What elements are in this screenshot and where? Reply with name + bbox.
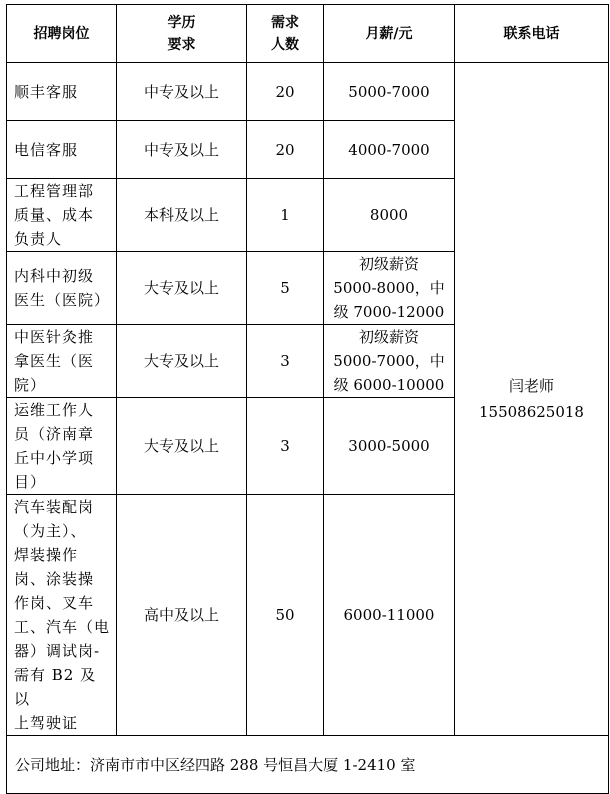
position-line: 拿医生（医 xyxy=(14,352,95,370)
position-line: 丘中小学项 xyxy=(14,449,95,467)
education-cell: 高中及以上 xyxy=(117,495,247,736)
header-count-line: 人数 xyxy=(271,36,299,53)
count-cell: 50 xyxy=(247,495,324,736)
recruitment-table xyxy=(6,4,609,794)
position-line: 质量、成本 xyxy=(14,206,95,224)
count-cell: 3 xyxy=(247,325,324,398)
header-education-line: 要求 xyxy=(167,36,196,53)
count-cell: 3 xyxy=(247,398,324,495)
header-education xyxy=(117,5,247,63)
count-cell: 1 xyxy=(247,179,324,252)
position-line: 上驾驶证 xyxy=(14,714,79,732)
position-cell xyxy=(7,121,117,179)
position-cell xyxy=(7,325,117,398)
company-address: 公司地址：济南市市中区经四路 288 号恒昌大厦 1-2410 室 xyxy=(7,736,609,794)
position-line: 工程管理部 xyxy=(14,182,95,200)
header-salary: 月薪/元 xyxy=(324,5,455,63)
education-cell: 本科及以上 xyxy=(117,179,247,252)
salary-line: 6000-11000 xyxy=(343,606,435,624)
table-row xyxy=(7,63,609,121)
position-cell xyxy=(7,495,117,736)
salary-line: 3000-5000 xyxy=(348,437,430,455)
position-line: 医生（医院） xyxy=(14,291,111,309)
count-cell: 20 xyxy=(247,63,324,121)
salary-line: 初级薪资 xyxy=(358,328,419,346)
position-cell xyxy=(7,63,117,121)
header-education-line: 学历 xyxy=(167,14,196,31)
education-cell: 大专及以上 xyxy=(117,398,247,495)
salary-line: 级 7000-12000 xyxy=(333,303,445,321)
position-cell xyxy=(7,252,117,325)
position-line: 员（济南章 xyxy=(14,425,95,443)
education-cell: 大专及以上 xyxy=(117,252,247,325)
salary-line: 4000-7000 xyxy=(348,140,430,159)
position-line: 汽车装配岗 xyxy=(14,498,95,516)
count-cell: 20 xyxy=(247,121,324,179)
salary-line: 8000 xyxy=(369,206,409,224)
position-line: 负责人 xyxy=(14,230,63,248)
header-contact: 联系电话 xyxy=(455,5,609,63)
salary-line: 5000-8000，中 xyxy=(333,279,445,297)
header-count-line: 需求 xyxy=(271,14,299,31)
education-cell: 中专及以上 xyxy=(117,63,247,121)
education-cell: 大专及以上 xyxy=(117,325,247,398)
position-line: 需有 B2 及以 xyxy=(14,666,97,708)
contact-phone: 15508625018 xyxy=(479,403,584,421)
salary-line: 5000-7000，中 xyxy=(333,352,445,370)
address-row xyxy=(7,736,609,794)
position-line: 顺丰客服 xyxy=(14,82,79,101)
salary-cell xyxy=(324,252,455,325)
salary-cell xyxy=(324,495,455,736)
position-line: （为主）、 xyxy=(14,522,87,540)
position-line: 运维工作人 xyxy=(14,401,95,419)
position-line: 目） xyxy=(14,473,47,491)
position-line: 器）调试岗- xyxy=(14,642,101,660)
position-line: 中医针灸推 xyxy=(14,328,95,346)
position-cell xyxy=(7,398,117,495)
position-line: 院） xyxy=(14,376,47,394)
header-position: 招聘岗位 xyxy=(7,5,117,63)
table-body xyxy=(7,63,609,794)
salary-cell xyxy=(324,63,455,121)
education-cell: 中专及以上 xyxy=(117,121,247,179)
salary-cell xyxy=(324,325,455,398)
position-line: 岗、涂装操 xyxy=(14,570,95,588)
position-line: 内科中初级 xyxy=(14,267,95,285)
header-count xyxy=(247,5,324,63)
salary-line: 初级薪资 xyxy=(358,255,419,273)
salary-cell xyxy=(324,398,455,495)
salary-cell xyxy=(324,179,455,252)
position-line: 作岗、叉车 xyxy=(14,594,95,612)
contact-cell xyxy=(455,63,609,736)
position-line: 电信客服 xyxy=(14,140,79,159)
salary-line: 5000-7000 xyxy=(348,82,430,101)
header-row xyxy=(7,5,609,63)
position-line: 工、汽车（电 xyxy=(14,618,111,636)
salary-cell xyxy=(324,121,455,179)
position-cell xyxy=(7,179,117,252)
position-line: 焊装操作 xyxy=(14,546,79,564)
count-cell: 5 xyxy=(247,252,324,325)
contact-name: 闫老师 xyxy=(508,377,554,395)
salary-line: 级 6000-10000 xyxy=(333,376,445,394)
